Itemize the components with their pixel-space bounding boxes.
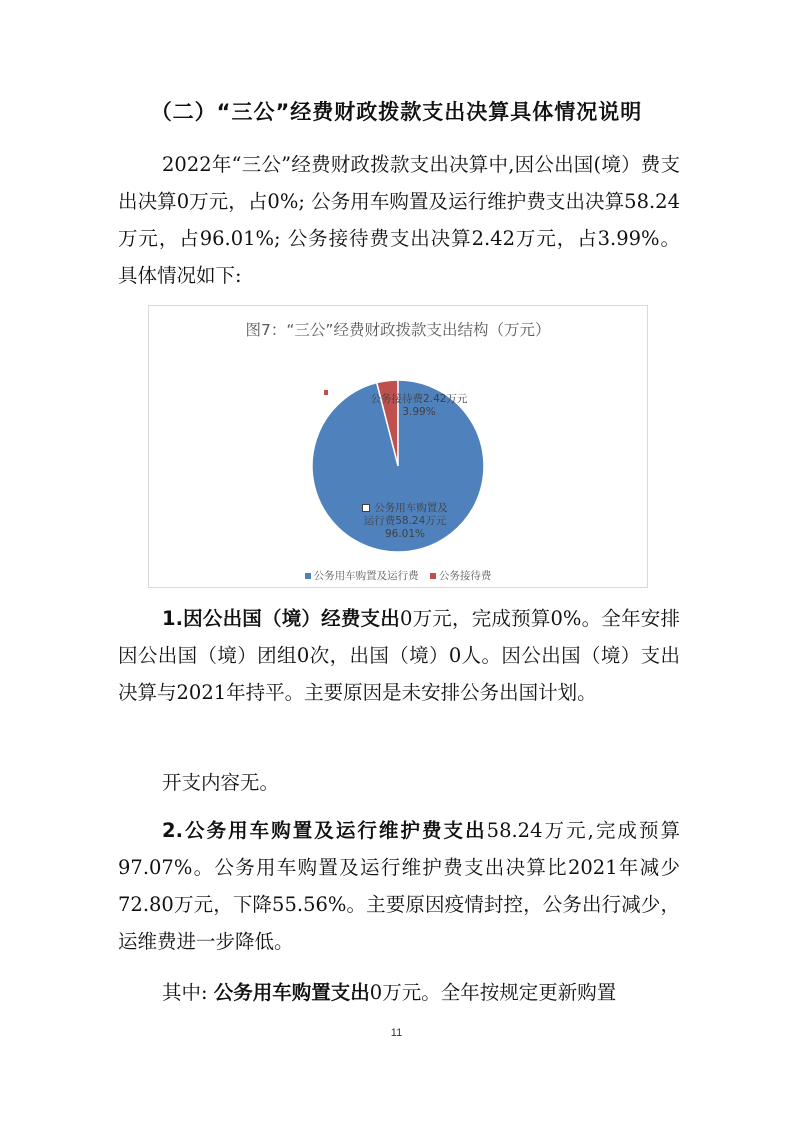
pie-chart: [148, 305, 648, 588]
section2-sub-paragraph: [118, 974, 680, 1011]
section2-sub-prefix: 其中:: [162, 981, 214, 1004]
section1-text: 0万元，完成预算0%。全年安排因公出国（境）团组0次，出国（境）0人。因公出国（境）支出决算与2021年持平。主要原因是未安排公务出国计划。: [118, 607, 681, 704]
slice-label-reception-line2: 3.99%: [402, 406, 436, 418]
small-slice-label-marker: [324, 390, 328, 395]
label-marker-icon: [362, 504, 370, 512]
slice-label-vehicle-line2: 运行费58.24万元: [363, 515, 447, 527]
chart-legend: [149, 568, 647, 583]
legend-item-reception: [430, 568, 492, 583]
slice-label-vehicle-line1: 公务用车购置及: [374, 502, 448, 514]
section-heading: （二）“三公”经费财政拨款支出决算具体情况说明: [150, 100, 643, 124]
section1-paragraph: [118, 600, 680, 711]
intro-text: 2022年“三公”经费财政拨款支出决算中,因公出国(境）费支出决算0万元，占0%; 公务用车购置及运行维护费支出决算58.24万元，占96.01%; 公务接待费支出决算2.42万元，占3.99%。具体情况如下:: [118, 153, 680, 287]
legend-label-vehicle: 公务用车购置及运行费: [313, 570, 419, 582]
slice-label-reception-line1: 公务接待费2.42万元: [370, 393, 468, 405]
page-number: 11: [390, 1027, 403, 1039]
legend-swatch-reception: [430, 573, 436, 579]
section2-text: 58.24万元,完成预算97.07%。公务用车购置及运行维护费支出决算比2021年减少72.80万元，下降55.56%。主要原因疫情封控，公务出行减少，运维费进一步降低。: [118, 819, 680, 953]
pie-svg: [149, 306, 647, 587]
intro-paragraph: [118, 146, 680, 294]
section1-content-paragraph: [118, 764, 680, 801]
section2-paragraph: [118, 812, 680, 960]
section2-sub-text: 0万元。全年按规定更新购置: [369, 981, 617, 1004]
legend-item-vehicle: [305, 568, 419, 583]
section2-sub-title: 公务用车购置支出: [213, 981, 370, 1004]
slice-label-vehicle-line3: 96.01%: [384, 528, 426, 540]
legend-swatch-vehicle: [305, 573, 311, 579]
section1-title: 1.因公出国（境）经费支出: [162, 607, 400, 630]
chart-title: 图7：“三公”经费财政拨款支出结构（万元）: [245, 321, 551, 339]
section2-title: 2.公务用车购置及运行维护费支出: [162, 819, 487, 842]
section1-content-text: 开支内容无。: [162, 771, 280, 794]
slice-label-reception: [349, 393, 489, 419]
legend-label-reception: 公务接待费: [438, 570, 492, 582]
slice-label-vehicle: [345, 502, 465, 541]
